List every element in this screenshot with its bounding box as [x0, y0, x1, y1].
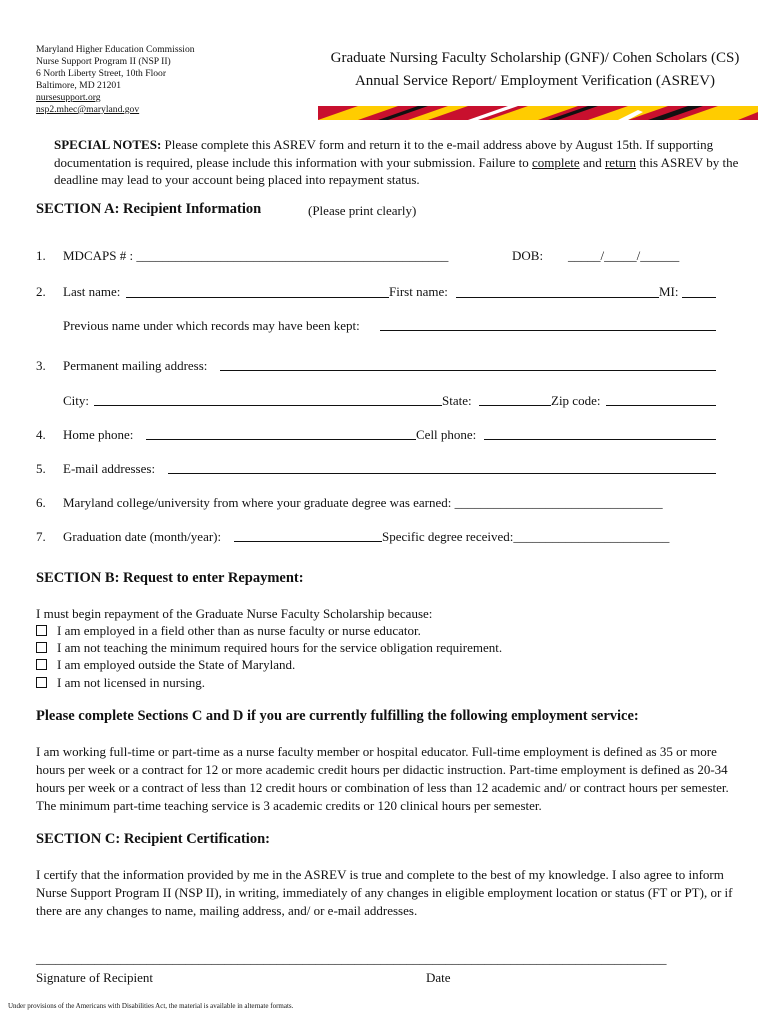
item-number-6: 6.: [36, 495, 46, 510]
sections-cd-heading: Please complete Sections C and D if you are currently fulfilling the following employment service:: [36, 708, 639, 724]
ada-footer-note: Under provisions of the Americans with Disabilities Act, the material is available in alternate formats.: [8, 1002, 294, 1010]
dob-field[interactable]: _____/_____/______: [568, 248, 680, 263]
signature-line[interactable]: _________________________________________________________________________________________________: [36, 951, 667, 966]
mdcaps-field[interactable]: MDCAPS # : ________________________________________________: [63, 248, 449, 263]
repayment-option[interactable]: [36, 675, 205, 691]
signature-label: Signature of Recipient: [36, 970, 153, 985]
previous-name-field[interactable]: [380, 330, 716, 331]
notes-complete: complete: [532, 154, 580, 170]
form-title-line1: Graduate Nursing Faculty Scholarship (GNF)/ Cohen Scholars (CS): [330, 50, 740, 66]
cell-phone-field[interactable]: [484, 439, 716, 440]
date-label: Date: [426, 970, 451, 985]
special-notes: [54, 136, 744, 189]
item-number-2: 2.: [36, 284, 46, 299]
cell-phone-label: Cell phone:: [416, 427, 477, 442]
city-field[interactable]: [94, 405, 442, 406]
email-link[interactable]: nsp2.mhec@maryland.gov: [36, 104, 140, 115]
mi-field[interactable]: [682, 297, 716, 298]
zip-label: Zip code:: [551, 393, 601, 408]
program-name: Nurse Support Program II (NSP II): [36, 56, 171, 67]
city-state-zip: Baltimore, MD 21201: [36, 80, 122, 91]
section-c-title: SECTION C: Recipient Certification:: [36, 831, 270, 847]
mi-label: MI:: [659, 284, 679, 299]
repayment-option[interactable]: [36, 623, 421, 639]
degree-field[interactable]: Specific degree received:________________________: [382, 529, 670, 544]
section-b-title: SECTION B: Request to enter Repayment:: [36, 570, 304, 586]
first-name-field[interactable]: [456, 297, 659, 298]
agency-address-block: [36, 44, 195, 116]
college-field[interactable]: Maryland college/university from where your graduate degree was earned: ________________________________: [63, 495, 663, 510]
item-number-4: 4.: [36, 427, 46, 442]
dob-label: DOB:: [512, 248, 544, 263]
last-name-label: Last name:: [63, 284, 121, 299]
item-number-7: 7.: [36, 529, 46, 544]
state-field[interactable]: [479, 405, 551, 406]
section-b-intro: I must begin repayment of the Graduate Nurse Faculty Scholarship because:: [36, 606, 433, 621]
item-number-3: 3.: [36, 358, 46, 373]
item-number-5: 5.: [36, 461, 46, 476]
repayment-option-label: I am not teaching the minimum required hours for the service obligation requirement.: [57, 640, 503, 655]
mailing-address-field[interactable]: [220, 370, 716, 371]
notes-label: SPECIAL NOTES:: [54, 137, 162, 152]
checkbox[interactable]: [36, 625, 47, 636]
item-number-1: 1.: [36, 248, 46, 263]
graduation-date-label: Graduation date (month/year):: [63, 529, 222, 544]
notes-and: and: [579, 154, 605, 170]
graduation-date-field[interactable]: [234, 541, 382, 542]
notes-text-1: Please complete this ASREV form and return it to the e-mail address above by August 15th. If supporting documentation is required, please include this information with your submission. Failure to: [54, 137, 714, 170]
notes-return: return: [604, 154, 637, 170]
email-field[interactable]: [168, 473, 716, 474]
home-phone-label: Home phone:: [63, 427, 134, 442]
zip-field[interactable]: [606, 405, 716, 406]
employment-definition-paragraph: I am working full-time or part-time as a nurse faculty member or hospital educator. Full-time employment is defined as 35 or more hours per week or a contract for 12 or more academic credit hours per didactic instruction. Part-time employment is defined as 20-34 hours per week or a contract of less than 12 credit hours or combination of less than 12 academic and/ or contract hours per semester. The minimum part-time teaching service is 3 academic credits or 120 clinical hours per semester.: [36, 744, 729, 813]
repayment-option-label: I am not licensed in nursing.: [57, 675, 206, 690]
repayment-option-label: I am employed in a field other than as nurse faculty or nurse educator.: [57, 623, 421, 638]
section-a-hint: (Please print clearly): [308, 203, 417, 218]
checkbox[interactable]: [36, 659, 47, 670]
city-label: City:: [63, 393, 90, 408]
certification-paragraph: I certify that the information provided by me in the ASREV is true and complete to the best of my knowledge. I also agree to inform Nurse Support Program II (NSP II), in writing, immediately of any changes in eligible employment location or status (FT or PT), or if there are any changes to name, mailing address, and/ or e-mail addresses.: [36, 867, 733, 918]
section-a-title: SECTION A: Recipient Information: [36, 201, 262, 217]
mailing-address-label: Permanent mailing address:: [63, 358, 208, 373]
checkbox[interactable]: [36, 642, 47, 653]
maryland-flag-stripe: [318, 106, 758, 120]
form-title-line2: Annual Service Report/ Employment Verification (ASREV): [354, 73, 716, 89]
website-link[interactable]: nursesupport.org: [36, 92, 101, 103]
checkbox[interactable]: [36, 677, 47, 688]
notes-text-2: this ASREV by the deadline may lead to your account being placed into repayment status.: [54, 154, 739, 187]
first-name-label: First name:: [389, 284, 448, 299]
email-label: E-mail addresses:: [63, 461, 156, 476]
repayment-option[interactable]: [36, 640, 502, 656]
home-phone-field[interactable]: [146, 439, 416, 440]
street-address: 6 North Liberty Street, 10th Floor: [36, 68, 167, 79]
last-name-field[interactable]: [126, 297, 389, 298]
agency-name: Maryland Higher Education Commission: [36, 44, 195, 55]
state-label: State:: [442, 393, 472, 408]
previous-name-label: Previous name under which records may have been kept:: [63, 318, 360, 333]
repayment-option[interactable]: [36, 657, 295, 673]
repayment-option-label: I am employed outside the State of Maryland.: [57, 657, 296, 672]
